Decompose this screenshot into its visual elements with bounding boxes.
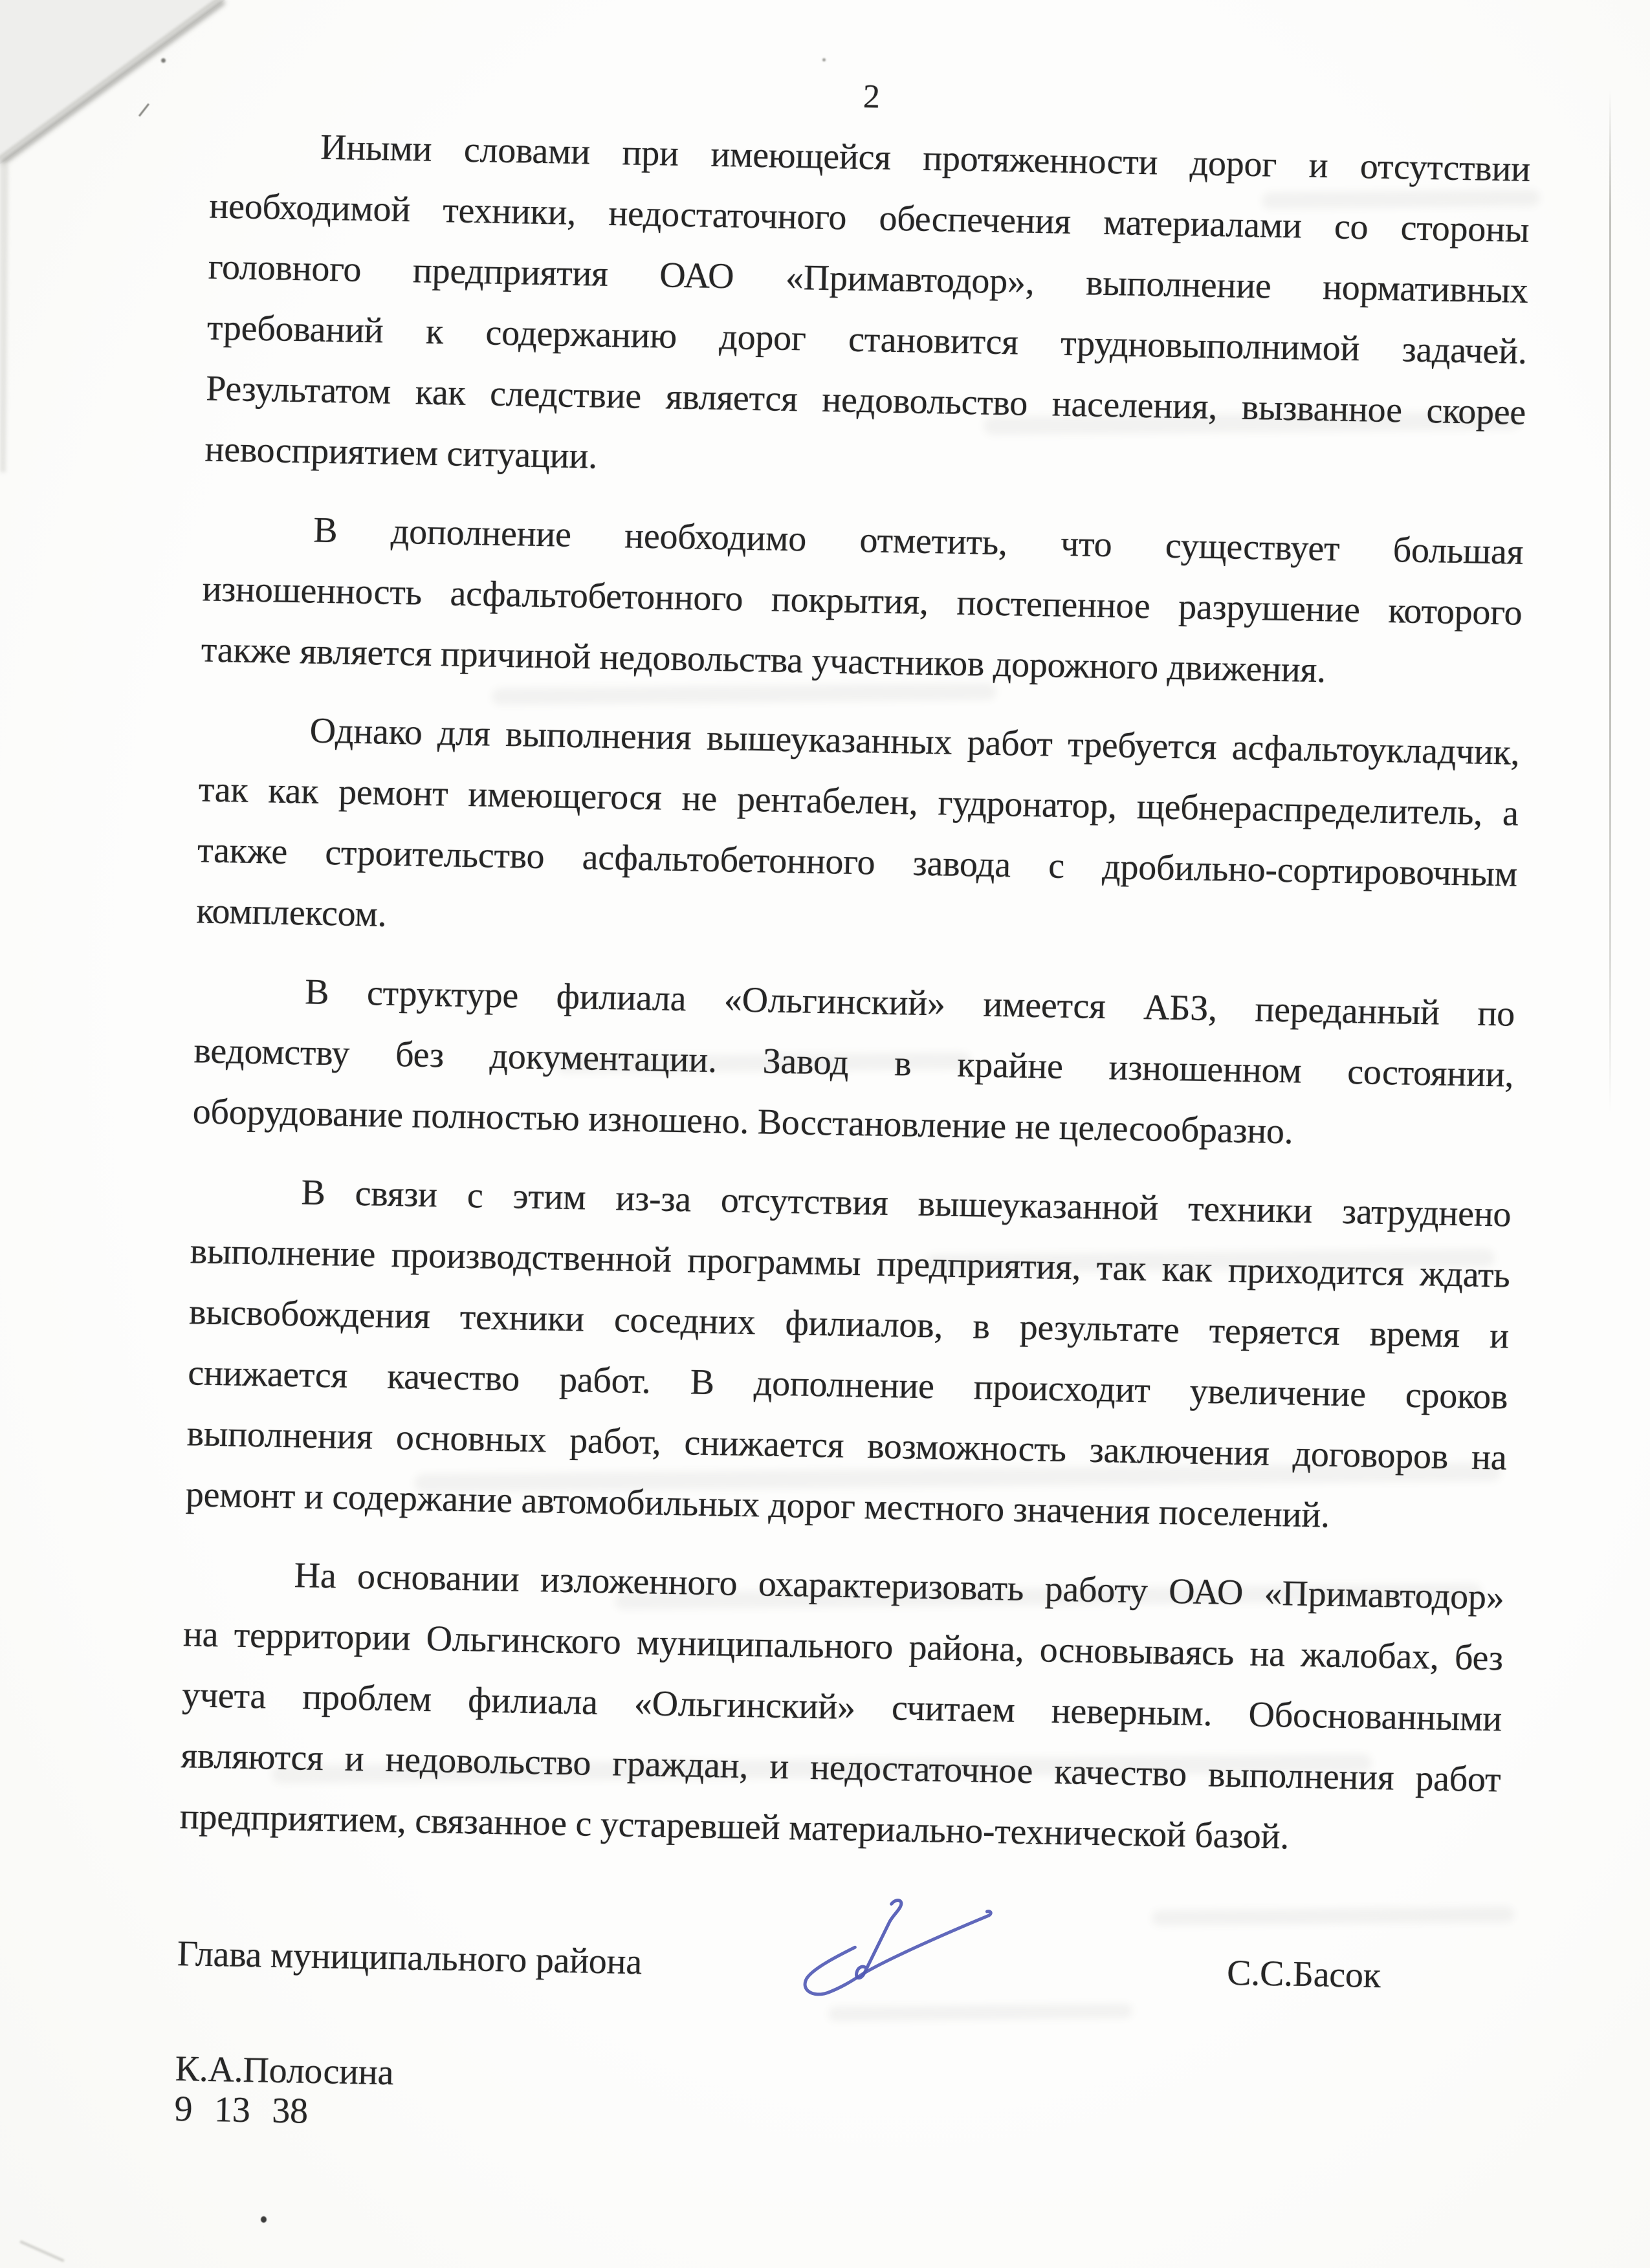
text-line: предприятием, связанное с устаревшей материально-технической базой. (179, 1796, 1290, 1857)
paragraph-2 (201, 497, 1524, 704)
text-line: невосприятием ситуации. (204, 429, 598, 477)
text-line: Однако для выполнения вышеуказанных работ требуется асфальтоукладчик, (309, 710, 1520, 773)
fold-crease-shadow (1, 1, 224, 163)
text-line: выполнение производственной программы предприятия, так как приходится ждать (190, 1231, 1511, 1296)
text-line: ремонт и содержание автомобильных дорог местного значения поселений. (185, 1474, 1330, 1536)
text-line: на территории Ольгинского муниципального района, основываясь на жалобах, без (182, 1614, 1504, 1679)
paragraph-1 (204, 115, 1531, 504)
left-edge-shade (0, 164, 8, 472)
text-line: изношенность асфальтобетонного покрытия, постепенное разрушение которого (202, 569, 1523, 633)
text-line: являются и недовольство граждан, и недостаточное качество выполнения работ (181, 1736, 1501, 1800)
text-line: На основании изложенного охарактеризовать работу ОАО «Примавтодор» (294, 1555, 1504, 1618)
ink-dot (261, 2216, 267, 2223)
text-line: оборудование полностью изношено. Восстановление не целесообразно. (192, 1091, 1294, 1152)
text-line: В структуре филиала «Ольгинский» имеется АБЗ, переданный по (304, 972, 1515, 1034)
text-line: также является причиной недовольства участников дорожного движения. (201, 629, 1326, 691)
paragraph-5 (185, 1160, 1512, 1549)
text-line: выполнения основных работ, снижается возможность заключения договоров на (186, 1413, 1507, 1478)
fold-crease-highlight (0, 0, 220, 159)
text-line: высвобождения техники соседних филиалов, в результате теряется время и (188, 1292, 1510, 1357)
text-line: Результатом как следствие является недовольство населения, вызванное скорее (205, 368, 1526, 433)
dust-speck (161, 58, 166, 63)
handwritten-signature (791, 1888, 1013, 2008)
text-line: головного предприятия ОАО «Примавтодор», выполнение нормативных (208, 246, 1529, 311)
page-number: 2 (863, 78, 881, 116)
executor-phone: 9 13 38 (174, 2089, 309, 2132)
paper-edge-line (1609, 91, 1611, 1113)
text-line: ведомству без документации. Завод в крайне изношенном состоянии, (193, 1030, 1514, 1095)
text-line: требований к содержанию дорог становится трудновыполнимой задачей. (206, 307, 1528, 372)
bottom-edge-shadow (19, 2240, 64, 2262)
dust-speck (822, 58, 826, 61)
scratch-mark (138, 104, 149, 117)
document-body (174, 60, 1532, 2154)
signatory-name: С.С.Басок (1226, 1952, 1381, 1996)
text-line: В связи с этим из-за отсутствия вышеуказанной техники затруднено (301, 1172, 1512, 1235)
executor-name: К.А.Полосина (175, 2049, 394, 2093)
paragraph-3 (196, 698, 1521, 965)
signatory-title: Глава муниципального района (177, 1934, 643, 1983)
text-line: В дополнение необходимо отметить, что существует большая (313, 510, 1524, 572)
text-line: так как ремонт имеющегося не рентабелен, гудронатор, щебнераспределитель, а (198, 769, 1519, 834)
executor-block (174, 2049, 1495, 2153)
text-line: также строительство асфальтобетонного завода с дробильно-сортировочным (197, 830, 1518, 895)
text-line: снижается качество работ. В дополнение происходит увеличение сроков (187, 1353, 1508, 1417)
text-line: Иными словами при имеющейся протяженности дорог и отсутствии (320, 127, 1531, 190)
paragraph-4 (192, 959, 1515, 1166)
text-line: необходимой техники, недостаточного обеспечения материалами со стороны (208, 186, 1530, 250)
paragraph-6 (179, 1543, 1504, 1871)
text-line: учета проблем филиала «Ольгинский» считаем неверным. Обоснованными (181, 1675, 1502, 1739)
text-line: комплексом. (195, 891, 387, 935)
signature-stroke (805, 1908, 991, 1997)
fold-area (0, 0, 225, 164)
